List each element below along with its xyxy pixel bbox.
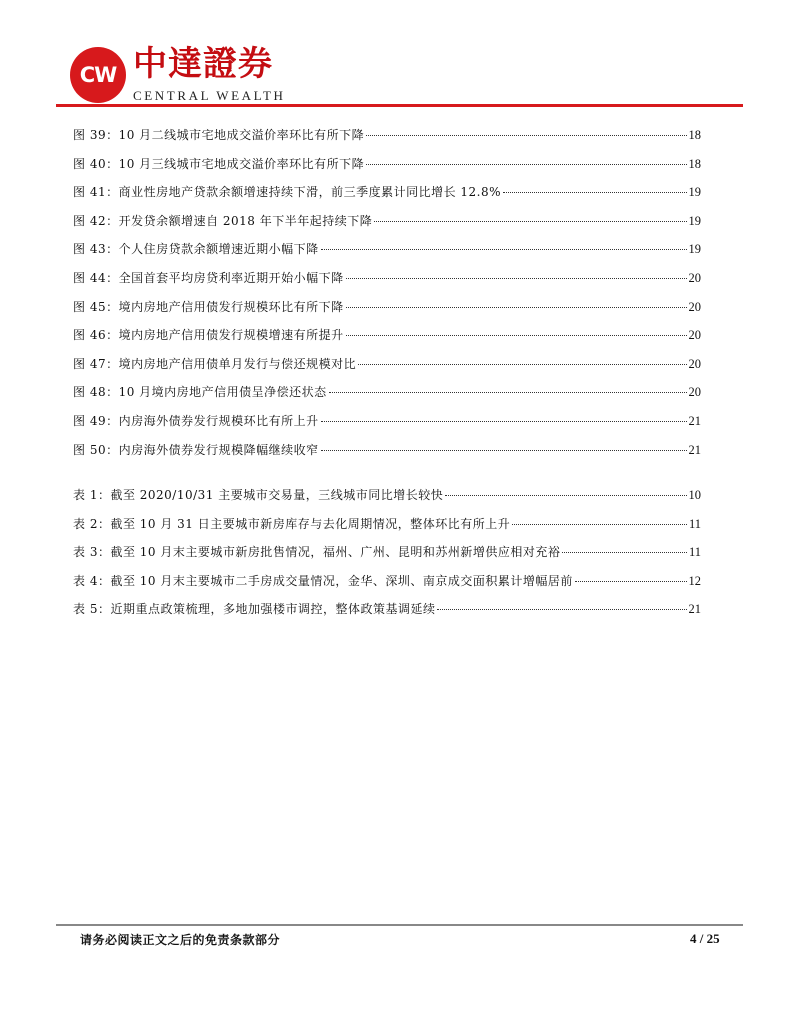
figure-toc-entry-page: 20 [688,328,701,343]
figure-list [73,121,701,464]
footer-divider [56,924,743,926]
page-number: 4 / 25 [690,931,720,946]
figure-toc-entry-page: 20 [688,356,701,371]
table-toc-entry-label: 表 3：截至 10 月末主要城市新房批售情况，福州、广州、昆明和苏州新增供应相对充裕 [73,545,561,560]
dot-leader [512,514,687,525]
figure-toc-entry-page: 18 [688,128,701,142]
figure-toc-entry[interactable] [73,121,701,150]
dot-leader [358,354,686,365]
figure-toc-entry-page: 21 [688,442,701,457]
table-toc-entry[interactable] [73,538,701,567]
figure-toc-entry-label: 图 42：开发贷余额增速自 2018 年下半年起持续下降 [73,213,373,228]
figure-toc-entry-label: 图 40：10 月三线城市宅地成交溢价率环比有所下降 [73,156,365,171]
dot-leader [366,125,686,136]
figure-toc-entry-page: 20 [688,385,701,400]
figure-toc-entry[interactable] [73,293,701,322]
figure-toc-entry-label: 图 48：10 月境内房地产信用债呈净偿还状态 [73,385,327,400]
cw-logo-icon [70,47,126,103]
figure-toc-entry[interactable] [73,150,701,179]
dot-leader [346,268,687,279]
figure-toc-entry-label: 图 50：内房海外债券发行规模降幅继续收窄 [73,442,319,457]
figure-toc-entry[interactable] [73,178,701,207]
figure-toc-entry-page: 20 [688,299,701,314]
figure-toc-entry-page: 18 [688,156,701,171]
table-toc-entry-label: 表 4：截至 10 月末主要城市二手房成交量情况，金华、深圳、南京成交面积累计增幅居前 [73,573,573,588]
table-toc-entry-page: 11 [688,545,701,560]
dot-leader [562,542,687,553]
table-toc-entry-page: 10 [688,488,701,502]
dot-leader [346,297,687,308]
brand-name-cn: 中達證券 [133,44,273,84]
figure-toc-entry[interactable] [73,207,701,236]
figure-toc-entry[interactable] [73,407,701,436]
figure-toc-entry-label: 图 46：境内房地产信用债发行规模增速有所提升 [73,328,344,343]
dot-leader [321,411,687,422]
table-toc-entry-label: 表 5：近期重点政策梳理，多地加强楼市调控，整体政策基调延续 [73,602,436,617]
dot-leader [329,382,687,393]
table-toc-entry[interactable] [73,481,701,510]
figure-toc-entry-label: 图 39：10 月二线城市宅地成交溢价率环比有所下降 [73,128,365,142]
figure-toc-entry-page: 19 [688,185,701,200]
figure-toc-entry-page: 19 [688,242,701,257]
brand-name-en: CENTRAL WEALTH [133,88,286,103]
dot-leader [575,571,687,582]
dot-leader [437,599,686,610]
table-list [73,481,701,624]
figure-toc-entry[interactable] [73,436,701,465]
figure-toc-entry-page: 20 [688,270,701,285]
figure-toc-entry-label: 图 44：全国首套平均房贷利率近期开始小幅下降 [73,270,344,285]
figure-toc-entry[interactable] [73,378,701,407]
header-divider [56,104,743,107]
table-toc-entry-page: 12 [688,573,701,588]
dot-leader [366,154,686,165]
table-toc-entry-page: 21 [688,602,701,617]
dot-leader [346,325,687,336]
figure-toc-entry-label: 图 47：境内房地产信用债单月发行与偿还规模对比 [73,356,357,371]
logo-text: CW [79,63,117,87]
table-toc-entry-page: 11 [688,516,701,531]
dot-leader [445,485,686,496]
figure-toc-entry-page: 19 [688,213,701,228]
figure-toc-entry[interactable] [73,264,701,293]
dot-leader [503,182,686,193]
figure-toc-entry[interactable] [73,350,701,379]
dot-leader [374,211,686,222]
table-toc-entry-label: 表 1：截至 2020/10/31 主要城市交易量，三线城市同比增长较快 [73,488,444,502]
figure-toc-entry[interactable] [73,321,701,350]
figure-toc-entry-label: 图 45：境内房地产信用债发行规模环比有所下降 [73,299,344,314]
table-toc-entry-label: 表 2：截至 10 月 31 日主要城市新房库存与去化周期情况，整体环比有所上升 [73,516,511,531]
table-toc-entry[interactable] [73,595,701,624]
table-toc-entry[interactable] [73,510,701,539]
figure-toc-entry[interactable] [73,235,701,264]
dot-leader [321,239,687,250]
figure-toc-entry-label: 图 41：商业性房地产贷款余额增速持续下滑，前三季度累计同比增长 12.8% [73,185,502,200]
dot-leader [321,440,687,451]
table-toc-entry[interactable] [73,567,701,596]
page-header [0,0,791,110]
figure-toc-entry-label: 图 43：个人住房贷款余额增速近期小幅下降 [73,242,319,257]
figure-toc-entry-label: 图 49：内房海外债券发行规模环比有所上升 [73,413,319,428]
figure-toc-entry-page: 21 [688,413,701,428]
footer-disclaimer: 请务必阅读正文之后的免责条款部分 [80,933,281,947]
